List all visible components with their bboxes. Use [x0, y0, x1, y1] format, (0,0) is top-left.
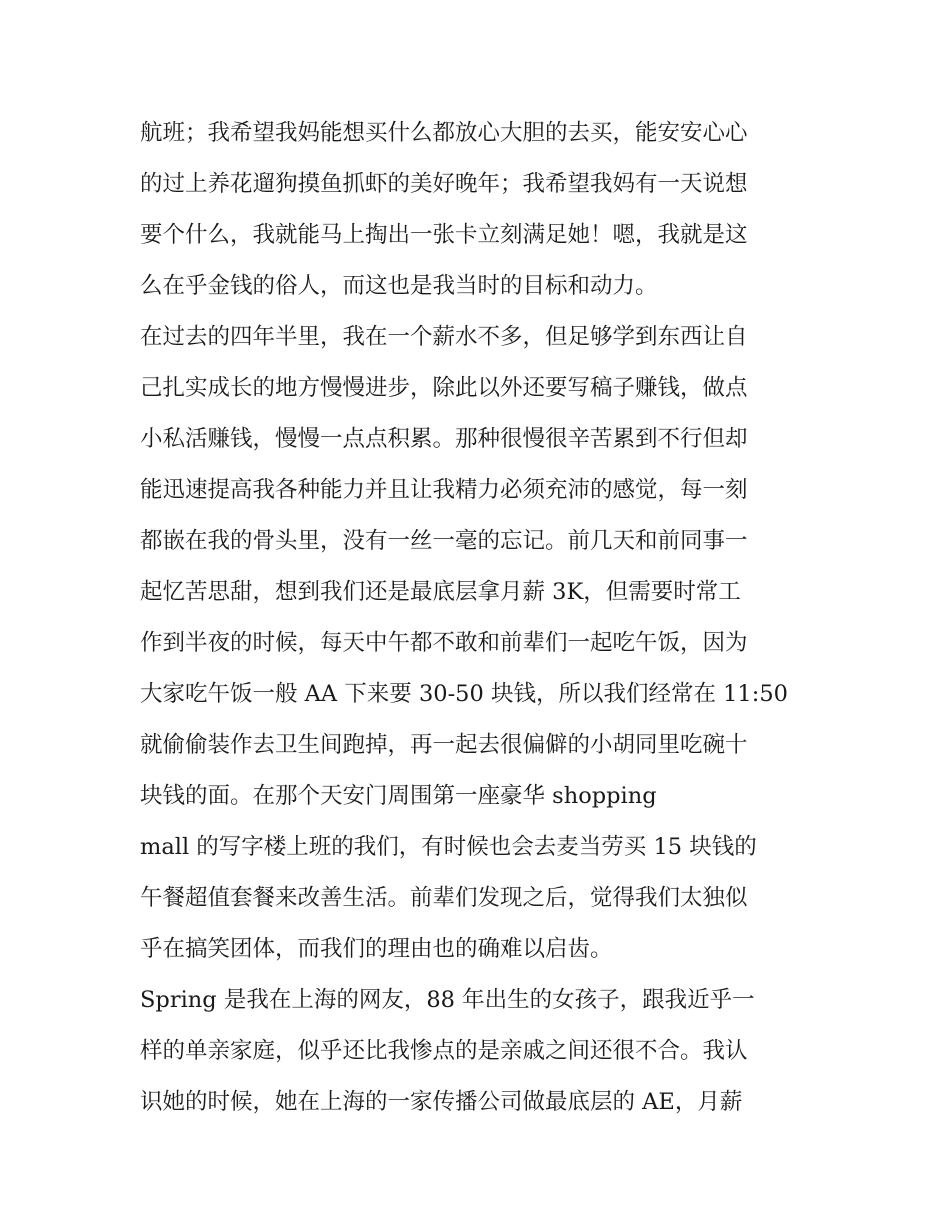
text-line: 航班；我希望我妈能想买什么都放心大胆的去买，能安安心心 [140, 120, 748, 146]
text-line: 就偷偷装作去卫生间跑掉，再一起去很偏僻的小胡同里吃碗十 [140, 732, 748, 758]
text-line: 小私活赚钱，慢慢一点点积累。那种很慢很辛苦累到不行但却 [140, 426, 748, 452]
text-line: 识她的时候，她在上海的一家传播公司做最底层的 AE，月薪 [140, 1089, 743, 1115]
text-line: 都嵌在我的骨头里，没有一丝一毫的忘记。前几天和前同事一 [140, 528, 748, 554]
text-line: 要个什么，我就能马上掏出一张卡立刻满足她！嗯，我就是这 [140, 222, 748, 248]
body-text [140, 108, 820, 1128]
text-line: 样的单亲家庭，似乎还比我惨点的是亲戚之间还很不合。我认 [140, 1038, 748, 1064]
text-line: 在过去的四年半里，我在一个薪水不多，但足够学到东西让自 [140, 324, 748, 350]
text-line: 己扎实成长的地方慢慢进步，除此以外还要写稿子赚钱，做点 [140, 375, 748, 401]
text-line: 么在乎金钱的俗人，而这也是我当时的目标和动力。 [140, 273, 658, 299]
text-line: 午餐超值套餐来改善生活。前辈们发现之后，觉得我们太独似 [140, 885, 748, 911]
text-line: 的过上养花遛狗摸鱼抓虾的美好晚年；我希望我妈有一天说想 [140, 171, 748, 197]
text-line: 块钱的面。在那个天安门周围第一座豪华 shopping [140, 783, 657, 809]
text-line: 乎在搞笑团体，而我们的理由也的确难以启齿。 [140, 936, 613, 962]
text-line: mall 的写字楼上班的我们，有时候也会去麦当劳买 15 块钱的 [140, 834, 757, 860]
text-line: 起忆苦思甜，想到我们还是最底层拿月薪 3K，但需要时常工 [140, 579, 741, 605]
text-line: 能迅速提高我各种能力并且让我精力必须充沛的感觉，每一刻 [140, 477, 748, 503]
text-line: Spring 是我在上海的网友，88 年出生的女孩子，跟我近乎一 [140, 987, 755, 1013]
text-line: 作到半夜的时候，每天中午都不敢和前辈们一起吃午饭，因为 [140, 630, 748, 656]
text-line: 大家吃午饭一般 AA 下来要 30-50 块钱，所以我们经常在 11:50 [140, 681, 788, 707]
